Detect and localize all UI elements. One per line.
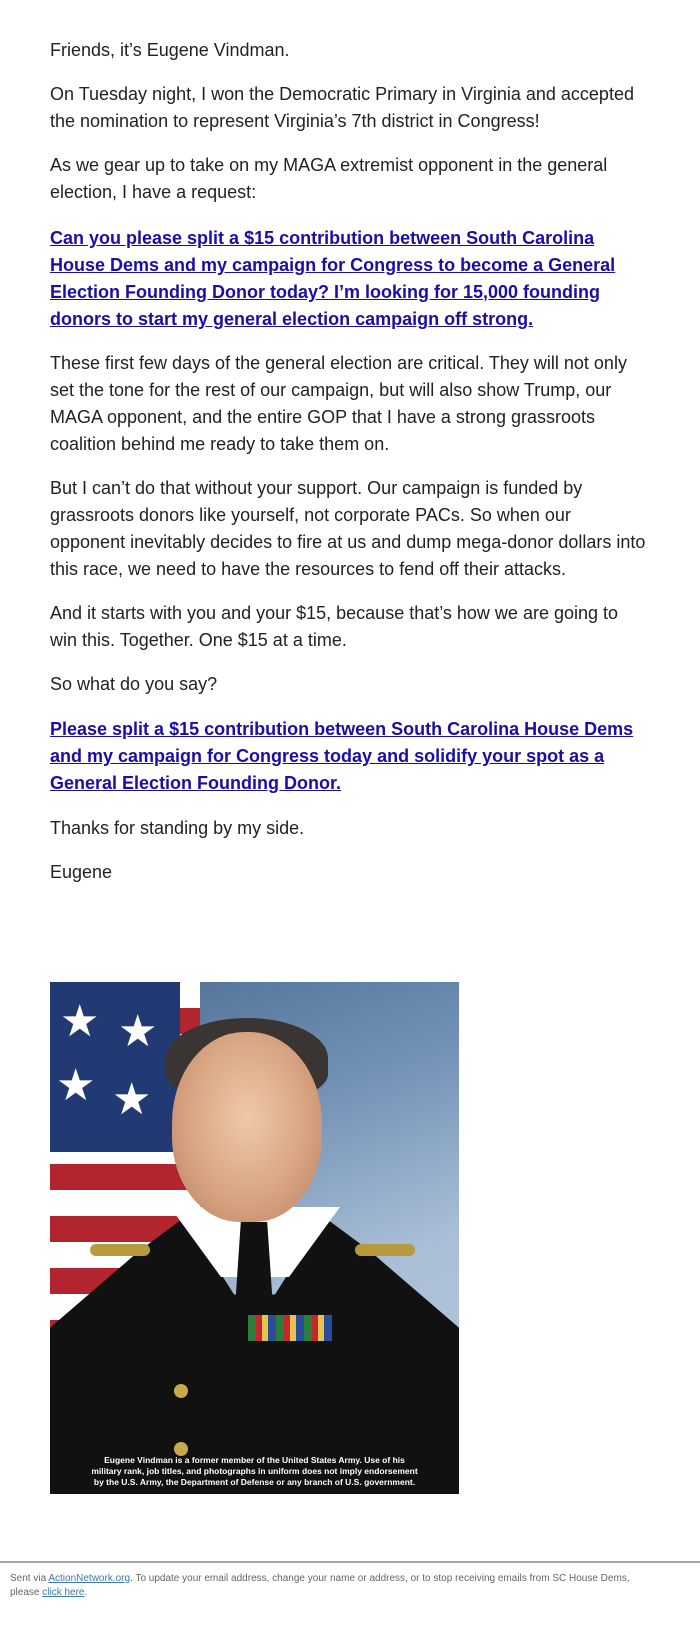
- left-epaulet: [90, 1244, 150, 1256]
- donate-link-paragraph-2: [50, 716, 650, 797]
- donate-link-paragraph-1: [50, 225, 650, 333]
- footer-divider: [0, 1561, 700, 1563]
- candidate-portrait: [50, 982, 459, 1494]
- donate-link-1[interactable]: Can you please split a $15 contribution between South Carolina House Dems and my campaign for Congress to become a General Election Founding Donor today? I’m looking for 15,000 founding donors to start my general election campaign off strong.: [50, 228, 616, 329]
- paragraph-what-do-you-say: So what do you say?: [50, 674, 218, 694]
- paragraph-primary-win: On Tuesday night, I won the Democratic Primary in Virginia and accepted the nomination to represent Virginia’s 7th district in Congress!: [50, 84, 634, 131]
- actionnetwork-link[interactable]: ActionNetwork.org: [48, 1573, 131, 1584]
- photo-disclaimer: Eugene Vindman is a former member of the United States Army. Use of his military rank, job titles, and photographs in uniform does not imply endorsement by the U.S. Army, the Department of Defense or any branch of U.S. government.: [91, 1455, 418, 1487]
- footer: Sent via ActionNetwork.org. To update your email address, change your name or address, or to stop receiving emails from SC House Dems, please click here.: [10, 1573, 630, 1598]
- flag-canton: ★ ★ ★ ★: [50, 982, 180, 1152]
- click-here-link[interactable]: click here: [42, 1587, 85, 1598]
- uniform-button: [174, 1384, 188, 1398]
- paragraph-request: As we gear up to take on my MAGA extremist opponent in the general election, I have a request:: [50, 155, 608, 202]
- ribbon-rack: [248, 1315, 332, 1341]
- right-epaulet: [355, 1244, 415, 1256]
- paragraph-thanks: Thanks for standing by my side.: [50, 818, 305, 838]
- paragraph-critical-days: These first few days of the general election are critical. They will not only set the tone for the rest of our campaign, but will also show Trump, our MAGA opponent, and the entire GOP that I have a strong grassroots coalition behind me ready to take them on.: [50, 353, 627, 454]
- face: [172, 1032, 322, 1222]
- paragraph-starts-with-you: And it starts with you and your $15, because that’s how we are going to win this. Together. One $15 at a time.: [50, 603, 619, 650]
- signature: Eugene: [50, 862, 113, 882]
- greeting: Friends, it’s Eugene Vindman.: [50, 40, 290, 60]
- uniform-button: [174, 1442, 188, 1456]
- donate-link-2[interactable]: Please split a $15 contribution between South Carolina House Dems and my campaign for Congress today and solidify your spot as a General Election Founding Donor.: [50, 719, 634, 793]
- paragraph-support: But I can’t do that without your support. Our campaign is funded by grassroots donors like yourself, not corporate PACs. So when our opponent inevitably decides to fire at us and dump mega-donor dollars into this race, we need to have the resources to fend off their attacks.: [50, 478, 646, 579]
